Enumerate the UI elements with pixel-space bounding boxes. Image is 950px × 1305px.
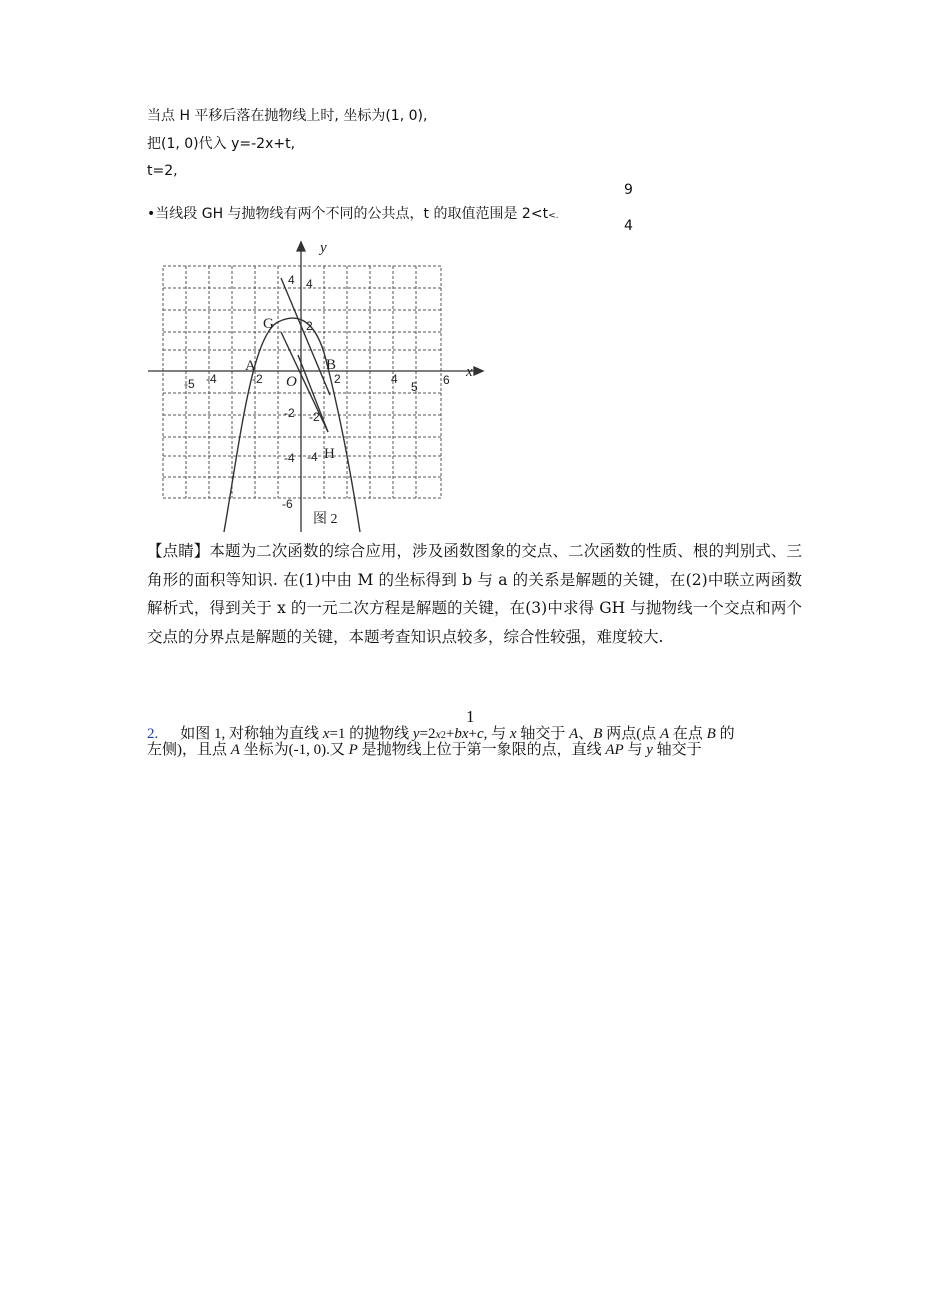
q-var: A: [659, 726, 670, 742]
q-var: B: [706, 726, 716, 742]
x-axis-arrow: [474, 367, 483, 375]
q-var: x: [435, 727, 441, 741]
q-text: 坐标为(-1, 0).又: [239, 742, 349, 758]
q-var: B: [593, 726, 603, 742]
figure-caption: 图 2: [313, 512, 338, 527]
q-text: +: [468, 726, 477, 742]
point-a-label: A: [245, 358, 256, 374]
q-var: A: [230, 742, 240, 758]
q-var: y: [412, 726, 420, 742]
q-text: , 与: [483, 726, 510, 742]
y-tick: -6: [282, 497, 293, 511]
x-tick: 4: [391, 372, 398, 386]
comment-paragraph: 【点睛】本题为二次函数的综合应用，涉及函数图象的交点、二次函数的性质、根的判别式、三角形的面积等知识. 在(1)中由 M 的坐标得到 b 与 a 的关系是解题的关键，在(2)中联立两函数解析式，得到关于 x 的一元二次方程是解题的关键，在(3)中求得 GH 与抛物线一个交点和两个交点的分界点是解题的关键，本题考查知识点较多，综合性较强，难度较大.: [147, 542, 802, 646]
solution-line-4: [147, 205, 558, 225]
y-axis-arrow: [297, 242, 305, 251]
x-tick: 2: [334, 372, 341, 386]
q-text: +: [445, 726, 455, 742]
point-h-label: H: [324, 446, 335, 462]
solution-line-1: 当点 H 平移后落在抛物线上时, 坐标为(1, 0),: [147, 108, 428, 124]
fraction-numerator: 9: [624, 182, 633, 198]
x-tick: -2: [252, 372, 263, 386]
curves: [224, 278, 360, 532]
x-tick: -5: [184, 377, 195, 391]
page-number-superscript: 1: [466, 707, 475, 726]
q-text: =2: [419, 726, 436, 742]
y-tick: 2: [306, 319, 313, 333]
y-tick: -2: [309, 410, 320, 424]
solution-line-2: 把(1, 0)代入 y=-2x+t,: [147, 136, 296, 152]
origin-label: O: [286, 374, 297, 390]
q-var: x: [322, 726, 330, 742]
q-var: AP: [605, 742, 624, 758]
point-b-label: B: [326, 357, 337, 373]
q-text: 的: [715, 726, 735, 742]
q-text: 轴交于: [652, 742, 702, 758]
x-axis-label: x: [466, 364, 473, 380]
q-text: 两点(点: [602, 726, 660, 742]
parabola-figure: [148, 240, 488, 535]
q-var: y: [646, 742, 653, 758]
bullet: •: [147, 206, 156, 222]
y-axis-label: y: [320, 240, 327, 256]
y-tick: -2: [284, 406, 295, 420]
q-text: 左侧)，且点: [147, 742, 231, 758]
q-var: A: [569, 726, 579, 742]
q-text: 轴交于: [516, 726, 570, 742]
q-text: 、: [578, 726, 594, 742]
y-tick: -4: [284, 451, 295, 465]
x-tick: 6: [443, 373, 450, 387]
solution-line-3: t=2,: [147, 163, 178, 179]
axes: [148, 242, 483, 532]
q-text: 在点: [669, 726, 707, 742]
question-line-2: [147, 742, 702, 759]
grid: [163, 266, 441, 498]
labels: [245, 240, 473, 527]
point-g-label: G: [263, 316, 274, 332]
q-text: 是抛物线上位于第一象限的点，直线: [357, 742, 606, 758]
q-var: P: [348, 742, 358, 758]
q-var: bx: [454, 726, 469, 742]
q-var: c: [476, 726, 484, 742]
range-text: 当线段 GH 与抛物线有两个不同的公共点，t 的取值范围是 2<t: [155, 206, 549, 222]
q-exp: 2: [440, 730, 446, 741]
y-tick: -4: [307, 450, 318, 464]
x-tick: 5: [411, 380, 418, 394]
grid-border: [163, 266, 441, 498]
range-tail: <.: [548, 211, 559, 221]
question-number: 2.: [147, 726, 159, 742]
y-tick: 4: [288, 273, 295, 287]
q-var: x: [509, 726, 517, 742]
x-tick: -4: [206, 372, 217, 386]
q-text: 如图 1, 对称轴为直线: [180, 726, 323, 742]
q-text: =1 的抛物线: [329, 726, 413, 742]
y-tick: 4: [306, 277, 313, 291]
tick-labels: [184, 273, 450, 511]
q-text: 与: [623, 742, 647, 758]
fraction-denominator: 4: [624, 218, 633, 234]
